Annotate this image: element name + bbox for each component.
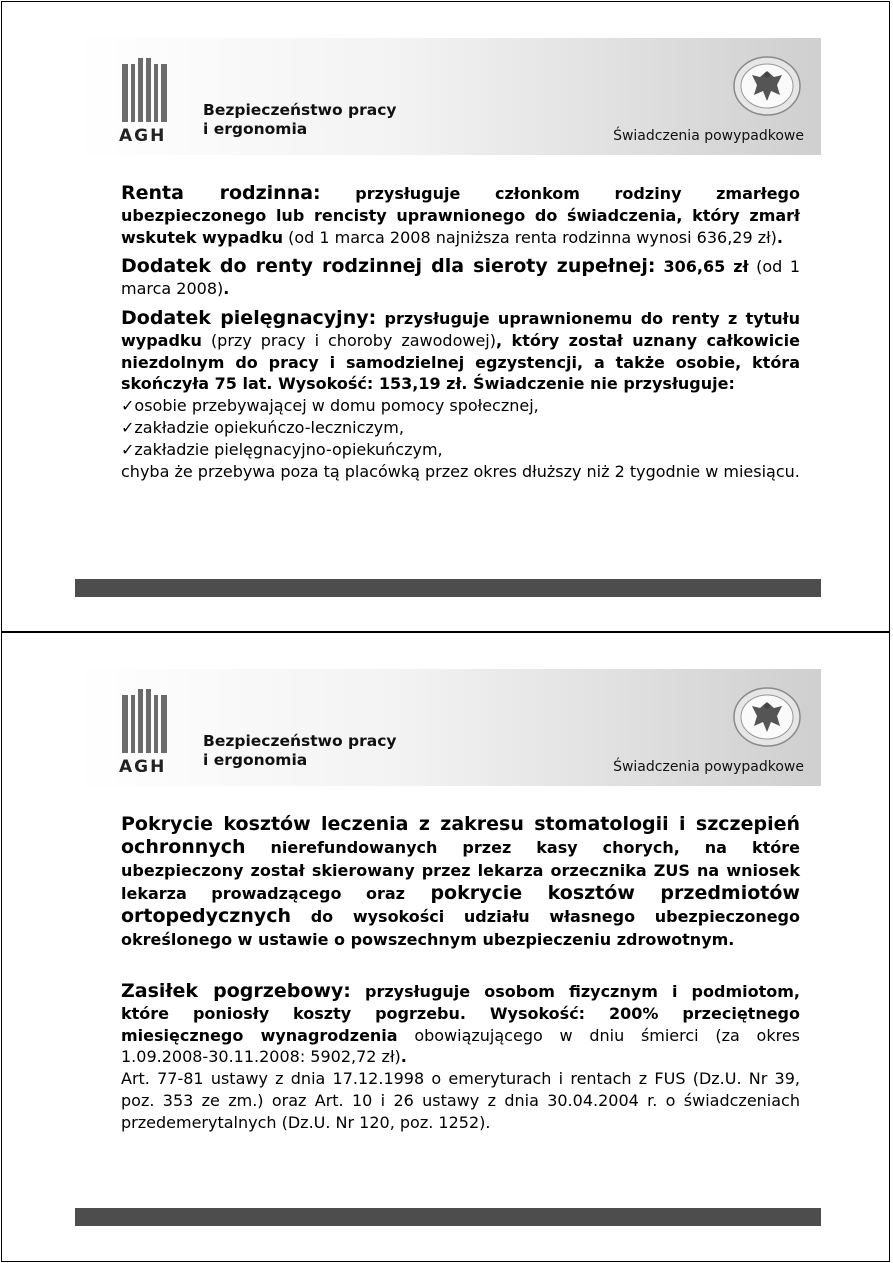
agh-logo-bars-icon	[122, 695, 168, 753]
agh-logo-text: AGH	[119, 757, 167, 777]
slide-header	[75, 669, 821, 786]
renta-rodzinna-paragraph: Renta rodzinna: przysługuje członkom rodziny zmarłego ubezpieczonego lub rencisty uprawnionego do świadczenia, który zmarł wskutek wypadku (od 1 marca 2008 najniższa renta rodzinna wynosi 636,29 zł).	[121, 182, 800, 247]
emblem-seal-icon	[732, 55, 802, 117]
agh-logo	[119, 695, 171, 777]
checklist-item: ✓ zakładzie pielęgnacyjno-opiekuńczym,	[121, 439, 800, 461]
section-title: Świadczenia powypadkowe	[613, 759, 804, 775]
legal-basis-paragraph: Art. 77-81 ustawy z dnia 17.12.1998 o emeryturach i rentach z FUS (Dz.U. Nr 39, poz. 353 ze zm.) oraz Art. 10 i 26 ustawy z dnia 30.04.2004 r. o świadczeniach przedemerytalnych (Dz.U. Nr 120, poz. 1252).	[121, 1069, 800, 1132]
slide-footer-bar	[75, 579, 821, 597]
section-title: Świadczenia powypadkowe	[613, 128, 804, 144]
agh-logo	[119, 64, 171, 146]
agh-logo-text: AGH	[119, 126, 167, 146]
course-title: Bezpieczeństwo pracy i ergonomia	[203, 732, 397, 769]
pokrycie-kosztow-paragraph: Pokrycie kosztów leczenia z zakresu stomatologii i szczepień ochronnych nierefundowanych przez kasy chorych, na które ubezpieczony został skierowany przez lekarza orzecznika ZUS na wniosek lekarza prowadzącego oraz pokrycie kosztów przedmiotów ortopedycznych do wysokości udziału własnego ubezpieczonego określonego w ustawie o powszechnym ubezpieczeniu zdrowotnym.	[121, 813, 801, 949]
slide2-body	[121, 813, 800, 1134]
dodatek-pielegnacyjny-paragraph: Dodatek pielęgnacyjny: przysługuje uprawnionemu do renty z tytułu wypadku (przy pracy i choroby zawodowej), który został uznany całkowicie niezdolnym do pracy i samodzielnej egzystencji, a także osobie, która skończyła 75 lat. Wysokość: 153,19 zł. Świadczenie nie przysługuje:	[121, 306, 801, 394]
agh-logo-bars-icon	[122, 64, 168, 122]
emblem-seal-icon	[732, 686, 802, 748]
slide-2	[1, 632, 890, 1262]
checklist-tail: chyba że przebywa poza tą placówką przez okres dłuższy niż 2 tygodnie w miesiącu.	[121, 461, 800, 481]
dodatek-sierota-paragraph: Dodatek do renty rodzinnej dla sieroty zupełnej: 306,65 zł (od 1 marca 2008).	[121, 255, 800, 299]
slide1-body	[121, 183, 800, 482]
checklist-item: ✓ osobie przebywającej w domu pomocy społecznej,	[121, 395, 800, 417]
slide-footer-bar	[75, 1208, 821, 1226]
checklist-item: ✓ zakładzie opiekuńczo-leczniczym,	[121, 417, 800, 439]
course-title: Bezpieczeństwo pracy i ergonomia	[203, 101, 397, 138]
slide-header	[75, 38, 821, 155]
slide-1	[1, 1, 890, 632]
zasilek-pogrzebowy-paragraph: Zasiłek pogrzebowy: przysługuje osobom fizycznym i podmiotom, które poniosły koszty pogrzebu. Wysokość: 200% przeciętnego miesięcznego wynagrodzenia obowiązującego w dniu śmierci (za okres 1.09.2008-30.11.2008: 5902,72 zł).	[121, 980, 800, 1067]
